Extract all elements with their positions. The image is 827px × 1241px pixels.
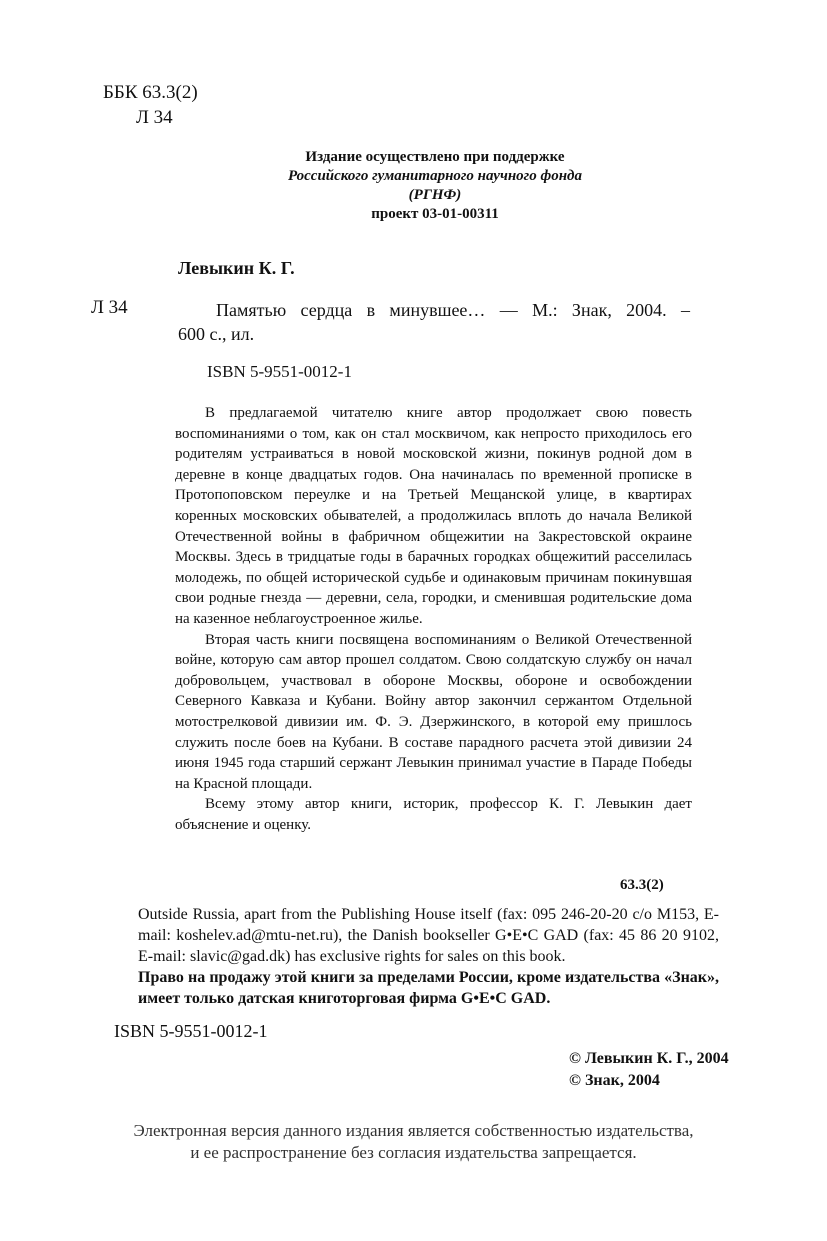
copyright	[569, 1048, 729, 1092]
annotation-paragraph-3: Всему этому автор книги, историк, профессор К. Г. Левыкин дает объяснение и оценку.	[175, 796, 692, 833]
copyright-author: © Левыкин К. Г., 2004	[569, 1050, 729, 1067]
support-notice	[250, 148, 620, 224]
annotation-paragraph-2: Вторая часть книги посвящена воспоминаниям о Великой Отечественной войне, которую сам автор прошел солдатом. Свою солдатскую службу он начал добровольцем, участвовал в обороне Москвы, обороне и освобождении Северного Кавказа и Кубани. Войну автор закончил сержантом Отдельной мотострелковой дивизии им. Ф. Э. Дзержинского, в которой ему пришлось служить после боев на Кубани. В составе парадного расчета этой дивизии 24 июня 1945 года старший сержант Левыкин принимал участие в Параде Победы на Красной площади.	[175, 631, 692, 792]
bbk-index: ББК 63.3(2)	[103, 82, 198, 103]
support-line-3: (РГНФ)	[408, 187, 462, 203]
bibliographic-description	[178, 298, 690, 346]
annotation	[175, 403, 692, 835]
footer-line-2: и ее распространение без согласия издательства запрещается.	[190, 1143, 637, 1162]
isbn: ISBN 5-9551-0012-1	[114, 1021, 268, 1041]
author-code: Л 34	[136, 107, 173, 128]
biblio-line-2: 600 с., ил.	[178, 324, 255, 344]
footer-line-1: Электронная версия данного издания является собственностью издательства,	[133, 1121, 694, 1140]
rights-notice	[138, 904, 719, 1009]
bbk-code: 63.3(2)	[620, 877, 664, 893]
copyright-publisher: © Знак, 2004	[569, 1072, 660, 1089]
bbk-block	[103, 80, 198, 130]
electronic-edition-notice	[60, 1120, 767, 1164]
catalog-code: Л 34	[91, 297, 128, 318]
support-line-2: Российского гуманитарного научного фонда	[288, 168, 582, 184]
catalog-isbn: ISBN 5-9551-0012-1	[207, 362, 352, 381]
rights-russian: Право на продажу этой книги за пределами России, кроме издательства «Знак», имеет только датская книготорговая фирма G•E•C GAD.	[138, 969, 719, 1007]
biblio-line-1: Памятью сердца в минувшее… — М.: Знак, 2004. –	[216, 300, 690, 320]
rights-english: Outside Russia, apart from the Publishing House itself (fax: 095 246-20-20 c/o M153, E-mail: koshelev.ad@mtu-net.ru), the Danish bookseller G•E•C GAD (fax: 45 86 20 9102, E-mail: slavic@gad.dk) has exclusive rights for sales on this book.	[138, 906, 719, 965]
annotation-paragraph-1: В предлагаемой читателю книге автор продолжает свою повесть воспоминаниями о том, как он стал москвичом, как непросто приходилось его родителям устраиваться в новой московской жизни, покинув родной дом в деревне в конце двадцатых годов. Она начиналась по временной прописке в Протопоповском переулке и на Третьей Мещанской улице, в квартирах коренных московских обывателей, а продолжилась вплоть до начала Великой Отечественной войны в фабричном общежитии на Закрестовской окраине Москвы. Здесь в тридцатые годы в барачных городках общежитий расселилась молодежь, по общей исторической судьбе и одинаковым причинам покинувшая свои родные гнезда — деревни, села, городки, и сменившая родительские дома на казенное неблагоустроенное жилье.	[175, 405, 692, 627]
support-line-4: проект 03-01-00311	[371, 206, 499, 222]
support-line-1: Издание осуществлено при поддержке	[305, 149, 565, 165]
author-name: Левыкин К. Г.	[178, 258, 295, 278]
